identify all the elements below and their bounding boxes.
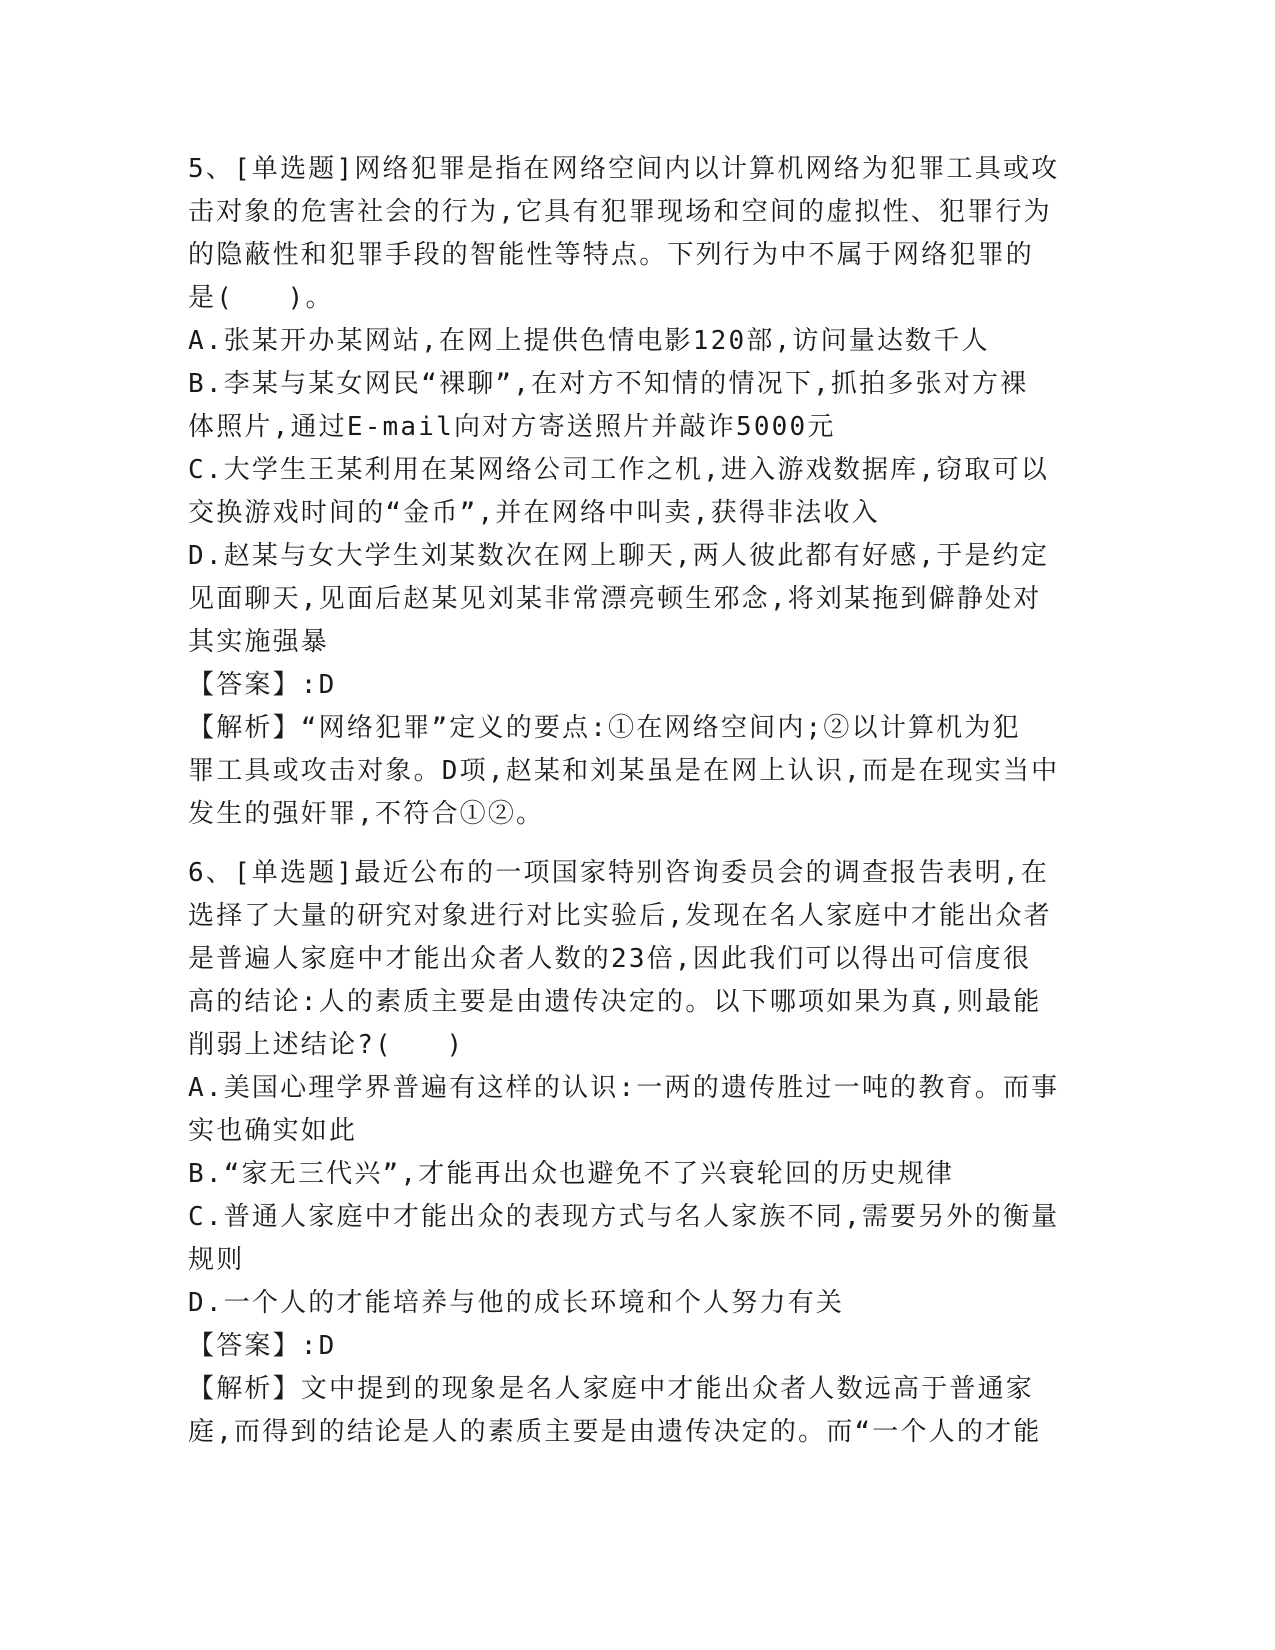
- question-stem-line: 是普遍人家庭中才能出众者人数的23倍,因此我们可以得出可信度很: [188, 944, 1032, 974]
- question-stem-line: 5、[单选题]网络犯罪是指在网络空间内以计算机网络为犯罪工具或攻: [188, 154, 1060, 184]
- option-c-cont: 交换游戏时间的“金币”,并在网络中叫卖,获得非法收入: [188, 498, 880, 528]
- question-stem-line: 选择了大量的研究对象进行对比实验后,发现在名人家庭中才能出众者: [188, 901, 1052, 931]
- analysis-line: 庭,而得到的结论是人的素质主要是由遗传决定的。而“一个人的才能: [188, 1417, 1042, 1447]
- option-b: B.“家无三代兴”,才能再出众也避免不了兴衰轮回的历史规律: [188, 1159, 955, 1189]
- question-5: [188, 148, 1088, 836]
- analysis-line: 【解析】“网络犯罪”定义的要点:①在网络空间内;②以计算机为犯: [188, 713, 1021, 743]
- option-d: D.一个人的才能培养与他的成长环境和个人努力有关: [188, 1288, 845, 1318]
- option-c-cont: 规则: [188, 1245, 245, 1275]
- option-b: B.李某与某女网民“裸聊”,在对方不知情的情况下,抓拍多张对方裸: [188, 369, 1029, 399]
- answer-line: 【答案】:D: [188, 1331, 337, 1361]
- question-6: [188, 852, 1088, 1454]
- option-c: C.普通人家庭中才能出众的表现方式与名人家族不同,需要另外的衡量: [188, 1202, 1060, 1232]
- question-separator: [188, 836, 1088, 852]
- analysis-line: 发生的强奸罪,不符合①②。: [188, 799, 545, 829]
- question-stem-line: 高的结论:人的素质主要是由遗传决定的。以下哪项如果为真,则最能: [188, 987, 1042, 1017]
- document-page: [188, 148, 1088, 1454]
- question-stem-line: 的隐蔽性和犯罪手段的智能性等特点。下列行为中不属于网络犯罪的: [188, 240, 1035, 270]
- option-d-cont: 其实施强暴: [188, 627, 330, 657]
- option-d: D.赵某与女大学生刘某数次在网上聊天,两人彼此都有好感,于是约定: [188, 541, 1050, 571]
- question-stem-line: 削弱上述结论?( ): [188, 1030, 465, 1060]
- answer-line: 【答案】:D: [188, 670, 337, 700]
- option-c: C.大学生王某利用在某网络公司工作之机,进入游戏数据库,窃取可以: [188, 455, 1050, 485]
- option-b-cont: 体照片,通过E-mail向对方寄送照片并敲诈5000元: [188, 412, 836, 442]
- question-stem-line: 6、[单选题]最近公布的一项国家特别咨询委员会的调查报告表明,在: [188, 858, 1050, 888]
- option-a-cont: 实也确实如此: [188, 1116, 358, 1146]
- option-a: A.美国心理学界普遍有这样的认识:一两的遗传胜过一吨的教育。而事: [188, 1073, 1060, 1103]
- option-a: A.张某开办某网站,在网上提供色情电影120部,访问量达数千人: [188, 326, 990, 356]
- analysis-line: 【解析】文中提到的现象是名人家庭中才能出众者人数远高于普通家: [188, 1374, 1035, 1404]
- question-stem-line: 是( )。: [188, 283, 334, 313]
- analysis-line: 罪工具或攻击对象。D项,赵某和刘某虽是在网上认识,而是在现实当中: [188, 756, 1060, 786]
- option-d-cont: 见面聊天,见面后赵某见刘某非常漂亮顿生邪念,将刘某拖到僻静处对: [188, 584, 1042, 614]
- question-stem-line: 击对象的危害社会的行为,它具有犯罪现场和空间的虚拟性、犯罪行为: [188, 197, 1052, 227]
